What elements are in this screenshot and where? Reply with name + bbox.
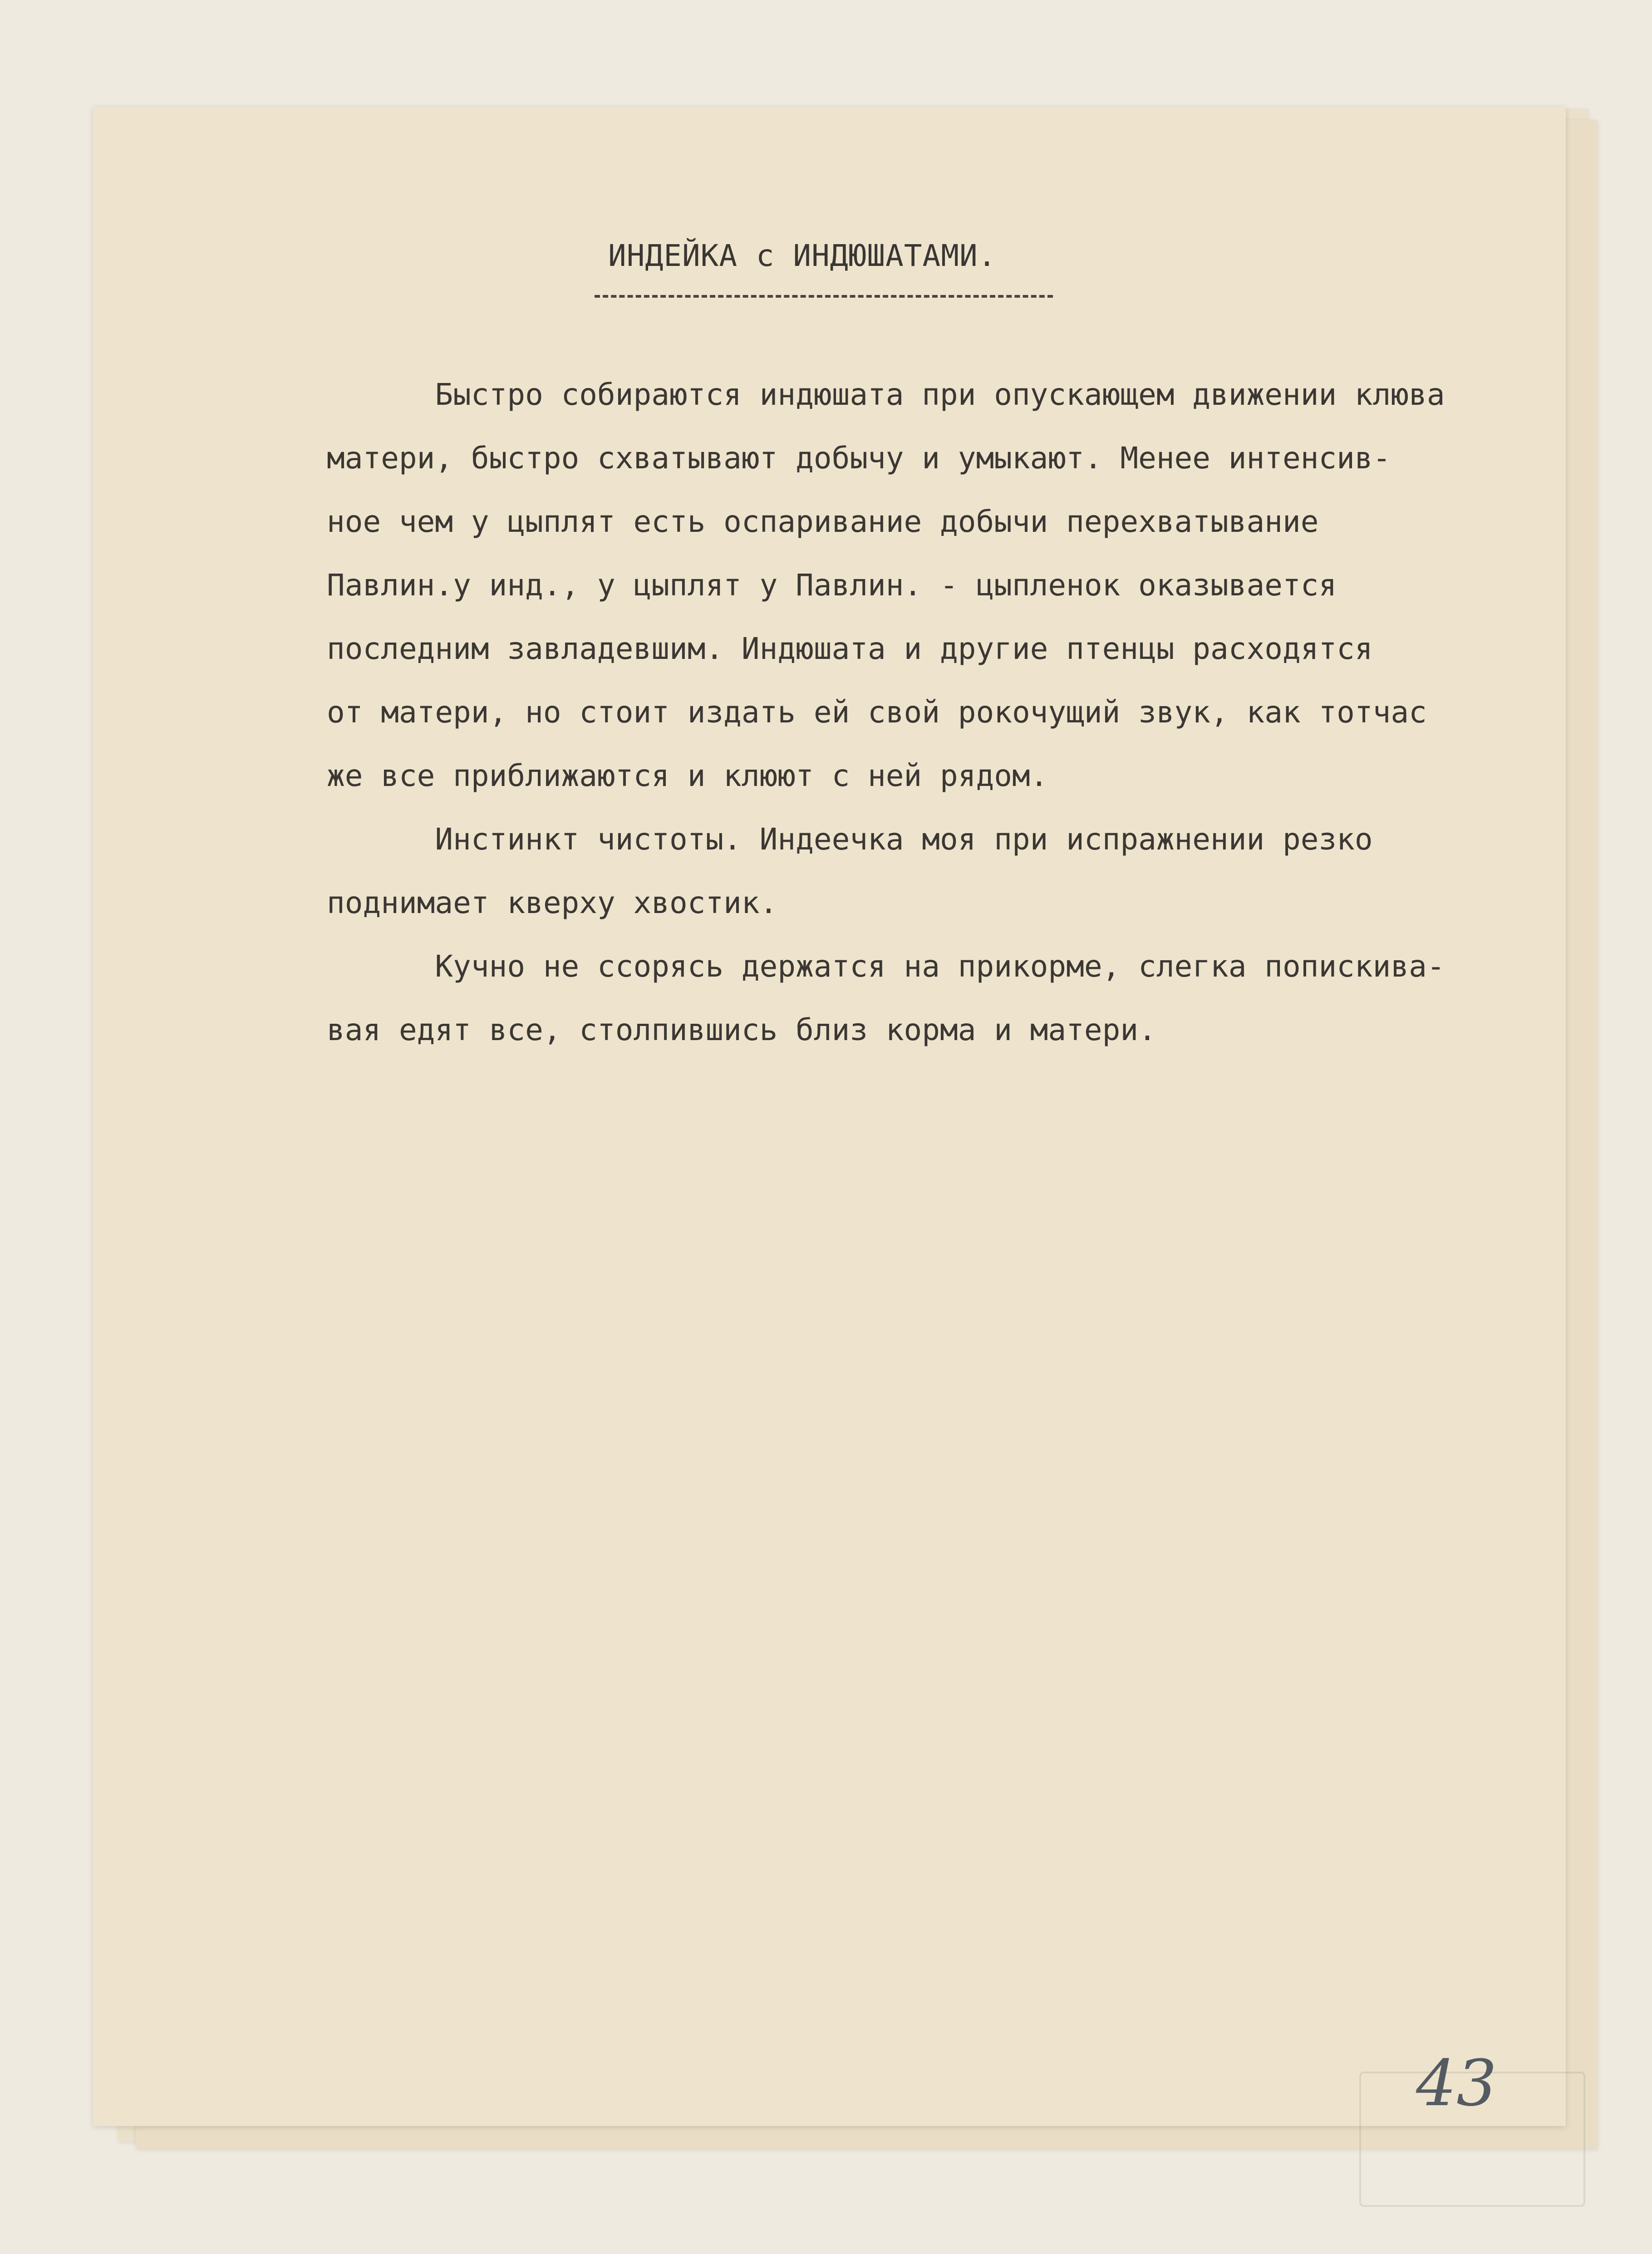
- text-line: Быстро собираются индюшата при опускающем движении клюва: [327, 377, 1445, 412]
- title-underline: [595, 295, 1053, 298]
- text-line: же все приближаются и клюют с ней рядом.: [327, 758, 1048, 793]
- text-line: Кучно не ссорясь держатся на прикорме, слегка попискива-: [327, 949, 1445, 984]
- text-line: последним завладевшим. Индюшата и другие птенцы расходятся: [327, 631, 1373, 666]
- page-number: 43: [1416, 2047, 1497, 2121]
- text-line: матери, быстро схватывают добычу и умыкают. Менее интенсив-: [327, 441, 1391, 476]
- text-line: от матери, но стоит издать ей свой рокочущий звук, как тотчас: [327, 695, 1427, 730]
- text-line: ное чем у цыплят есть оспаривание добычи перехватывание: [327, 504, 1319, 539]
- document-title: ИНДЕЙКА с ИНДЮШАТАМИ.: [608, 238, 997, 273]
- text-line: вая едят все, столпившись близ корма и матери.: [327, 1012, 1156, 1047]
- text-line: поднимает кверху хвостик.: [327, 885, 778, 920]
- text-line: Инстинкт чистоты. Индеечка моя при испражнении резко: [327, 822, 1373, 857]
- text-line: Павлин.у инд., у цыплят у Павлин. - цыпленок оказывается: [327, 568, 1337, 603]
- document-body: [327, 363, 1552, 1062]
